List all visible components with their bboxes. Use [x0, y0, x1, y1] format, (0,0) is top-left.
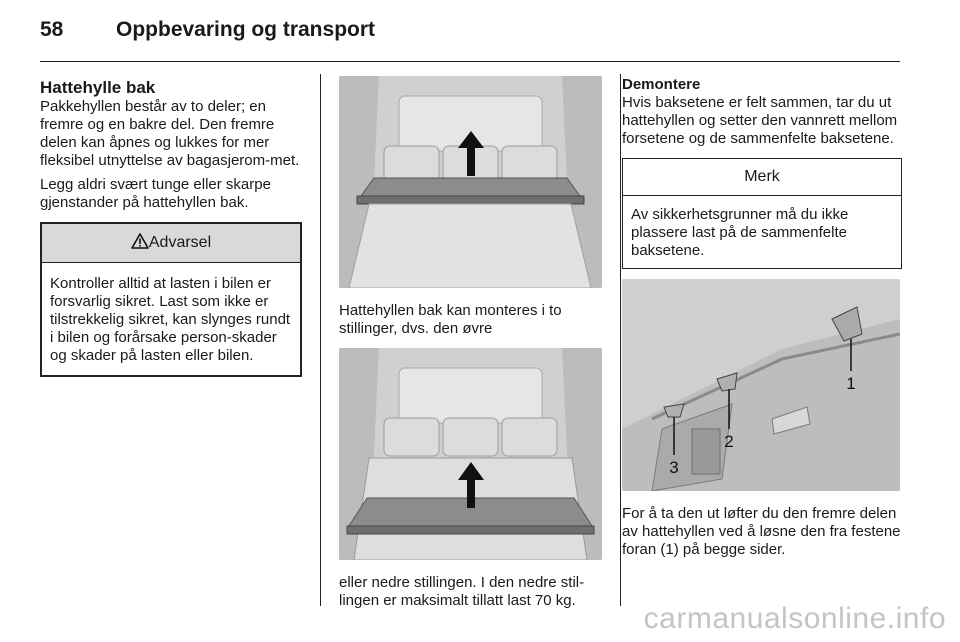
warning-title: Advarsel: [148, 234, 212, 251]
cargo-cover-upper-illustration: [339, 76, 602, 288]
column-divider-right: [620, 74, 621, 606]
page-number: 58: [40, 18, 64, 41]
warning-box: [40, 222, 302, 377]
caption-upper-position: Hattehyllen bak kan monteres i to stillinger, dvs. den øvre: [339, 302, 562, 337]
middle-column: [339, 76, 604, 616]
cargo-cover-lower-illustration: [339, 348, 602, 560]
column-divider-left: [320, 74, 321, 606]
caption-lower-position: eller nedre stillingen. I den nedre stil-lingen er maksimalt tillatt last 70 kg.: [339, 574, 585, 609]
warning-header: [42, 224, 300, 263]
watermark: carmanualsonline.info: [643, 602, 946, 635]
left-column: [40, 78, 302, 377]
note-box: [622, 158, 902, 269]
warning-triangle-icon: [131, 233, 149, 249]
mount-points-illustration: [622, 279, 900, 491]
callout-label-3: 3: [669, 458, 679, 477]
note-text: Av sikkerhetsgrunner må du ikke plassere last på de sammenfelte baksetene.: [631, 206, 849, 259]
removal-caption: For å ta den ut løfter du den fremre delen av hattehyllen ved å løsne den fra festene foran (1) på begge sider.: [622, 505, 901, 558]
removal-paragraph: Hvis baksetene er felt sammen, tar du ut hattehyllen og setter den vannrett mellom forsetene og de sammenfelte baksetene.: [622, 94, 898, 147]
note-title: Merk: [623, 159, 901, 196]
intro-paragraph: Pakkehyllen består av to deler; en fremre og en bakre del. Den fremre delen kan åpnes og lukkes for mer fleksibel utnyttelse av bagasjerom-met.: [40, 98, 300, 169]
right-column: [622, 76, 902, 565]
header-rule: [40, 61, 900, 62]
subsection-title: Demontere: [622, 76, 701, 93]
warning-text: Kontroller alltid at lasten i bilen er forsvarlig sikret. Last som ikke er tilstrekkelig sikret, kan slynges rundt i bilen og forårsake person-skader og skader på lasten eller bilen.: [50, 275, 291, 364]
section-title: Hattehylle bak: [40, 78, 156, 97]
callout-label-1: 1: [846, 374, 856, 393]
caution-paragraph: Legg aldri svært tunge eller skarpe gjenstander på hattehyllen bak.: [40, 176, 271, 211]
page-header-title: Oppbevaring og transport: [116, 18, 376, 41]
callout-label-2: 2: [724, 432, 734, 451]
